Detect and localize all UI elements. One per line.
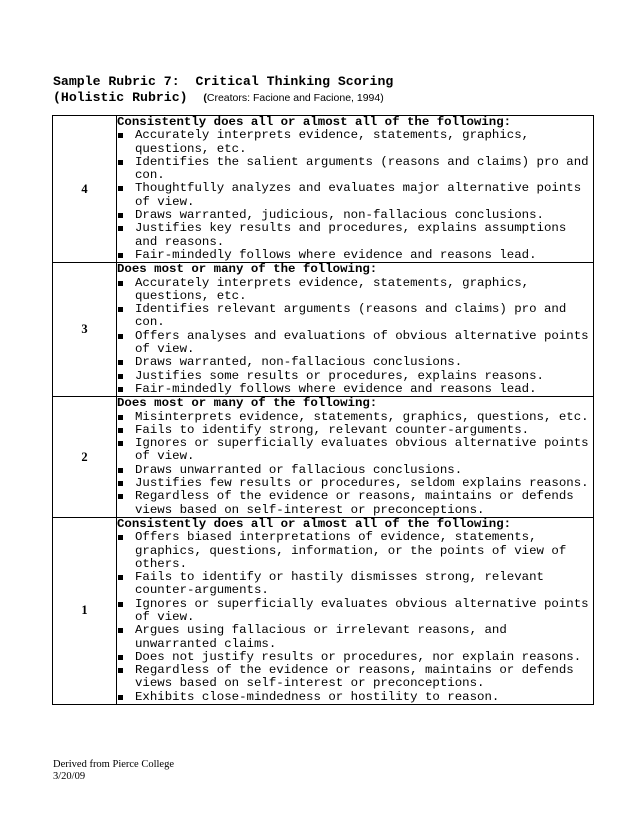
criteria-item <box>117 356 593 369</box>
criteria-heading: Consistently does all or almost all of the following: <box>117 115 512 129</box>
criteria-item-text: Identifies relevant arguments (reasons and claims) pro and con. <box>135 302 567 330</box>
score-cell: 3 <box>53 263 117 397</box>
square-bullet-icon <box>118 628 123 633</box>
square-bullet-icon <box>118 334 123 339</box>
footer-date: 3/20/09 <box>53 771 86 782</box>
square-bullet-icon <box>118 415 123 420</box>
square-bullet-icon <box>118 374 123 379</box>
rubric-table <box>52 115 594 705</box>
criteria-item <box>117 156 593 183</box>
criteria-item <box>117 424 593 437</box>
title-line-2 <box>53 90 393 106</box>
square-bullet-icon <box>118 226 123 231</box>
criteria-item <box>117 222 593 249</box>
title-subtitle: (Holistic Rubric) <box>53 90 188 105</box>
square-bullet-icon <box>118 213 123 218</box>
criteria-item-text: Ignores or superficially evaluates obvious alternative points of view. <box>135 596 589 624</box>
square-bullet-icon <box>118 253 123 258</box>
score-cell: 2 <box>53 397 117 518</box>
criteria-item-text: Fails to identify or hastily dismisses strong, relevant counter-arguments. <box>135 570 544 598</box>
criteria-item-text: Argues using fallacious or irrelevant reasons, and unwarranted claims. <box>135 623 507 651</box>
criteria-item <box>117 370 593 383</box>
criteria-item-text: Draws warranted, judicious, non-fallacious conclusions. <box>135 208 544 223</box>
criteria-item <box>117 303 593 330</box>
criteria-cell <box>117 397 594 518</box>
criteria-item-text: Regardless of the evidence or reasons, maintains or defends views based on self-interest or preconceptions. <box>135 489 574 517</box>
criteria-item-text: Misinterprets evidence, statements, graphics, questions, etc. <box>135 409 589 424</box>
criteria-heading: Does most or many of the following: <box>117 262 378 277</box>
criteria-item-text: Does not justify results or procedures, nor explain reasons. <box>135 649 582 664</box>
score-cell: 4 <box>53 116 117 263</box>
criteria-item-text: Regardless of the evidence or reasons, maintains or defends views based on self-interest or preconceptions. <box>135 663 574 691</box>
criteria-item-text: Exhibits close-mindedness or hostility to reason. <box>135 689 500 704</box>
square-bullet-icon <box>118 668 123 673</box>
criteria-item-text: Justifies key results and procedures, explains assumptions and reasons. <box>135 221 567 249</box>
square-bullet-icon <box>118 481 123 486</box>
square-bullet-icon <box>118 655 123 660</box>
criteria-item <box>117 277 593 304</box>
criteria-cell <box>117 263 594 397</box>
criteria-item <box>117 437 593 464</box>
square-bullet-icon <box>118 186 123 191</box>
criteria-item <box>117 209 593 222</box>
criteria-item-text: Ignores or superficially evaluates obvious alternative points of view. <box>135 436 589 464</box>
criteria-list <box>117 531 593 704</box>
criteria-item <box>117 477 593 490</box>
square-bullet-icon <box>118 281 123 286</box>
criteria-item <box>117 464 593 477</box>
square-bullet-icon <box>118 695 123 700</box>
square-bullet-icon <box>118 468 123 473</box>
criteria-item-text: Accurately interprets evidence, statements, graphics, questions, etc. <box>135 128 530 156</box>
criteria-item-text: Draws warranted, non-fallacious conclusions. <box>135 355 463 370</box>
criteria-list <box>117 129 593 262</box>
criteria-item-text: Offers biased interpretations of evidence, statements, graphics, questions, information, or the points of view of others. <box>135 530 567 571</box>
criteria-cell <box>117 116 594 263</box>
criteria-item <box>117 624 593 651</box>
square-bullet-icon <box>118 160 123 165</box>
criteria-item <box>117 330 593 357</box>
rubric-table-body <box>53 116 594 705</box>
square-bullet-icon <box>118 387 123 392</box>
criteria-item <box>117 651 593 664</box>
criteria-item-text: Offers analyses and evaluations of obvious alternative points of view. <box>135 328 589 357</box>
square-bullet-icon <box>118 575 123 580</box>
rubric-row <box>53 397 594 518</box>
criteria-item-text: Draws unwarranted or fallacious conclusions. <box>135 462 463 477</box>
criteria-heading: Does most or many of the following: <box>117 396 378 411</box>
square-bullet-icon <box>118 494 123 499</box>
criteria-list <box>117 277 593 397</box>
square-bullet-icon <box>118 133 123 138</box>
criteria-item-text: Fails to identify strong, relevant counter-arguments. <box>135 422 530 437</box>
criteria-item-text: Accurately interprets evidence, statements, graphics, questions, etc. <box>135 275 530 303</box>
rubric-row <box>53 263 594 397</box>
criteria-item <box>117 249 593 262</box>
criteria-item <box>117 531 593 571</box>
criteria-heading: Consistently does all or almost all of the following: <box>117 516 512 531</box>
square-bullet-icon <box>118 441 123 446</box>
rubric-row <box>53 517 594 704</box>
criteria-item <box>117 490 593 517</box>
document-title <box>53 74 393 106</box>
criteria-item <box>117 129 593 156</box>
credit-open-paren: ( <box>203 92 207 104</box>
title-line-1: Sample Rubric 7: Critical Thinking Scoring <box>53 74 394 89</box>
criteria-item-text: Justifies few results or procedures, seldom explains reasons. <box>135 476 589 491</box>
criteria-item-text: Thoughtfully analyzes and evaluates major alternative points of view. <box>135 181 582 209</box>
square-bullet-icon <box>118 602 123 607</box>
criteria-item <box>117 182 593 209</box>
credit-text: Creators: Facione and Facione, 1994) <box>206 92 384 104</box>
footer-source: Derived from Pierce College <box>53 759 174 770</box>
rubric-row <box>53 116 594 263</box>
criteria-item-text: Fair-mindedly follows where evidence and reasons lead. <box>135 381 537 396</box>
title-credit <box>203 92 383 104</box>
criteria-item <box>117 411 593 424</box>
square-bullet-icon <box>118 535 123 540</box>
criteria-item <box>117 383 593 396</box>
criteria-item <box>117 664 593 691</box>
square-bullet-icon <box>118 360 123 365</box>
criteria-item-text: Identifies the salient arguments (reasons and claims) pro and con. <box>135 154 589 183</box>
criteria-item <box>117 598 593 625</box>
criteria-item <box>117 571 593 598</box>
footer <box>53 759 174 783</box>
criteria-item-text: Fair-mindedly follows where evidence and reasons lead. <box>135 247 537 262</box>
square-bullet-icon <box>118 428 123 433</box>
criteria-list <box>117 411 593 517</box>
criteria-item-text: Justifies some results or procedures, explains reasons. <box>135 368 544 383</box>
criteria-item <box>117 691 593 704</box>
score-cell: 1 <box>53 517 117 704</box>
criteria-cell <box>117 517 594 704</box>
square-bullet-icon <box>118 307 123 312</box>
